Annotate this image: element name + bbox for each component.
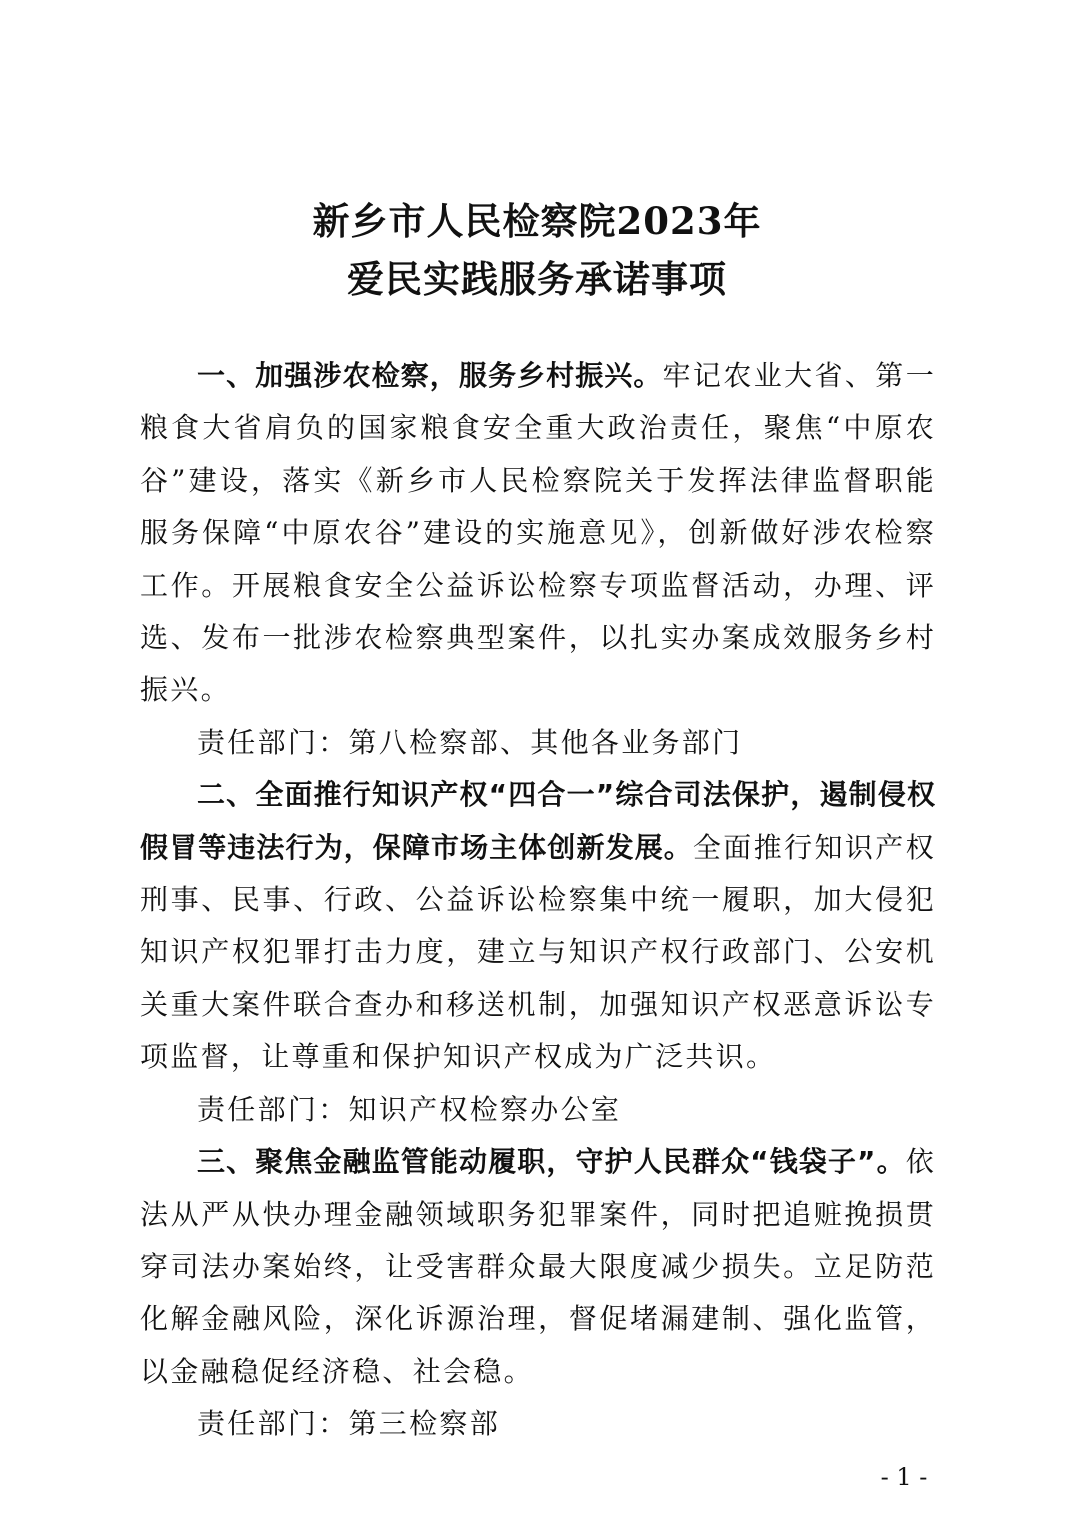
section-1-responsibility: 责任部门：第八检察部、其他各业务部门 bbox=[197, 725, 743, 759]
section-3-heading: 三、聚焦金融监管能动履职，守护人民群众“钱袋子”。 bbox=[197, 1145, 906, 1179]
section-3-responsibility: 责任部门：第三检察部 bbox=[197, 1407, 501, 1441]
section-2-body: 全面推行知识产权刑事、民事、行政、公益诉讼检察集中统一履职，加大侵犯知识产权犯罪打击力度，建立与知识产权行政部门、公安机关重大案件联合查办和移送机制，加强知识产权恶意诉讼专项监督，让尊重和保护知识产权成为广泛共识。 bbox=[140, 830, 936, 1074]
section-3-paragraph bbox=[140, 1136, 936, 1398]
section-2-heading: 二、全面推行知识产权“四合一”综合司法保护，遏制侵权假冒等违法行为，保障市场主体创新发展。 bbox=[140, 778, 936, 864]
document-title bbox=[0, 192, 1074, 308]
section-1-heading: 一、加强涉农检察，服务乡村振兴。 bbox=[197, 359, 663, 392]
section-1-paragraph bbox=[140, 350, 936, 717]
document-body bbox=[140, 350, 936, 1451]
title-line-2: 爱民实践服务承诺事项 bbox=[347, 257, 727, 301]
page-number: - 1 - bbox=[880, 1463, 928, 1491]
section-2-paragraph bbox=[140, 769, 936, 1083]
section-3-body: 依法从严从快办理金融领域职务犯罪案件，同时把追赃挽损贯穿司法办案始终，让受害群众最大限度减少损失。立足防范化解金融风险，深化诉源治理，督促堵漏建制、强化监管，以金融稳促经济稳、社会稳。 bbox=[140, 1145, 936, 1388]
section-1-body: 牢记农业大省、第一粮食大省肩负的国家粮食安全重大政治责任，聚焦“中原农谷”建设，落实《新乡市人民检察院关于发挥法律监督职能服务保障“中原农谷”建设的实施意见》，创新做好涉农检察工作。开展粮食安全公益诉讼检察专项监督活动，办理、评选、发布一批涉农检察典型案件，以扎实办案成效服务乡村振兴。 bbox=[140, 359, 936, 707]
title-line-1: 新乡市人民检察院2023年 bbox=[312, 199, 762, 243]
section-2-responsibility: 责任部门：知识产权检察办公室 bbox=[197, 1092, 622, 1126]
